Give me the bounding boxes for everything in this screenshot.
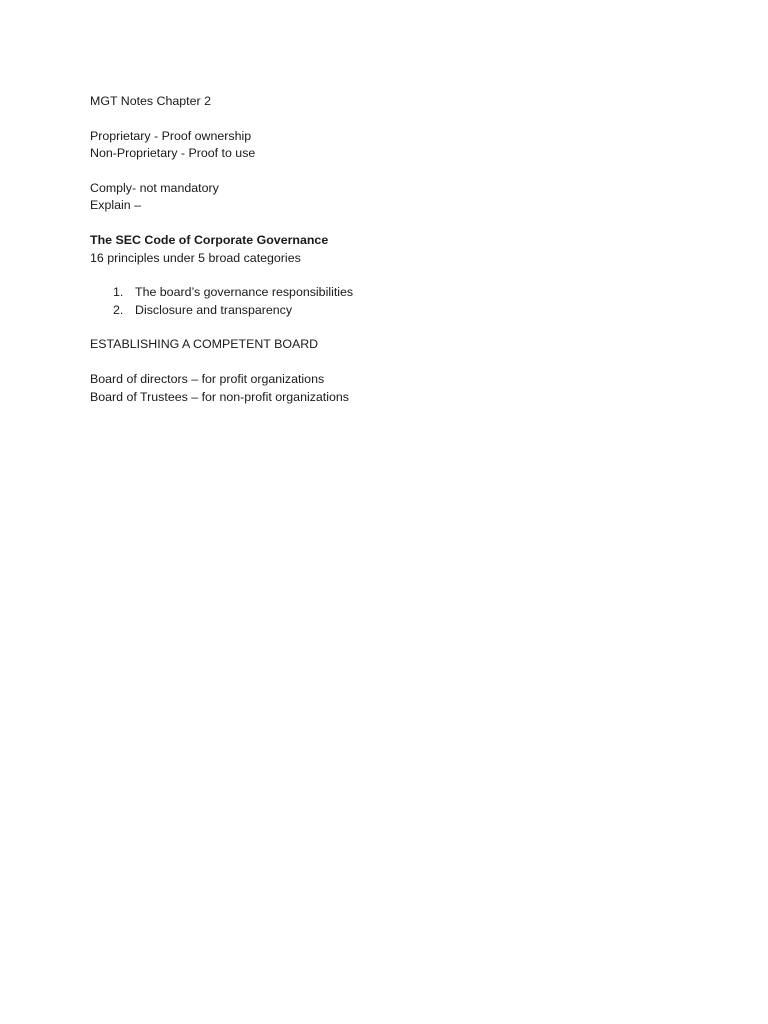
numbered-list <box>90 284 690 319</box>
spacer <box>90 354 690 371</box>
explain-line: Explain – <box>90 198 141 213</box>
sec-code-heading: The SEC Code of Corporate Governance <box>90 233 329 248</box>
list-item <box>90 302 690 319</box>
board-trustees-line: Board of Trustees – for non-profit organizations <box>90 389 349 404</box>
list-number: 2. <box>113 302 124 317</box>
board-directors-line: Board of directors – for profit organizations <box>90 372 325 387</box>
document-body <box>90 93 690 406</box>
principles-line: 16 principles under 5 broad categories <box>90 250 301 265</box>
spacer <box>90 163 690 180</box>
list-item-text: The board’s governance responsibilities <box>135 285 354 300</box>
list-item-text: Disclosure and transparency <box>135 302 293 317</box>
proprietary-line: Proprietary - Proof ownership <box>90 128 252 143</box>
spacer <box>90 215 690 232</box>
spacer <box>90 267 690 284</box>
list-item <box>90 284 690 301</box>
document-title: MGT Notes Chapter 2 <box>90 94 211 108</box>
non-proprietary-line: Non-Proprietary - Proof to use <box>90 146 256 161</box>
comply-line: Comply- not mandatory <box>90 180 219 195</box>
spacer <box>90 110 690 127</box>
list-number: 1. <box>113 285 124 300</box>
section-heading: ESTABLISHING A COMPETENT BOARD <box>90 337 319 352</box>
spacer <box>90 319 690 336</box>
